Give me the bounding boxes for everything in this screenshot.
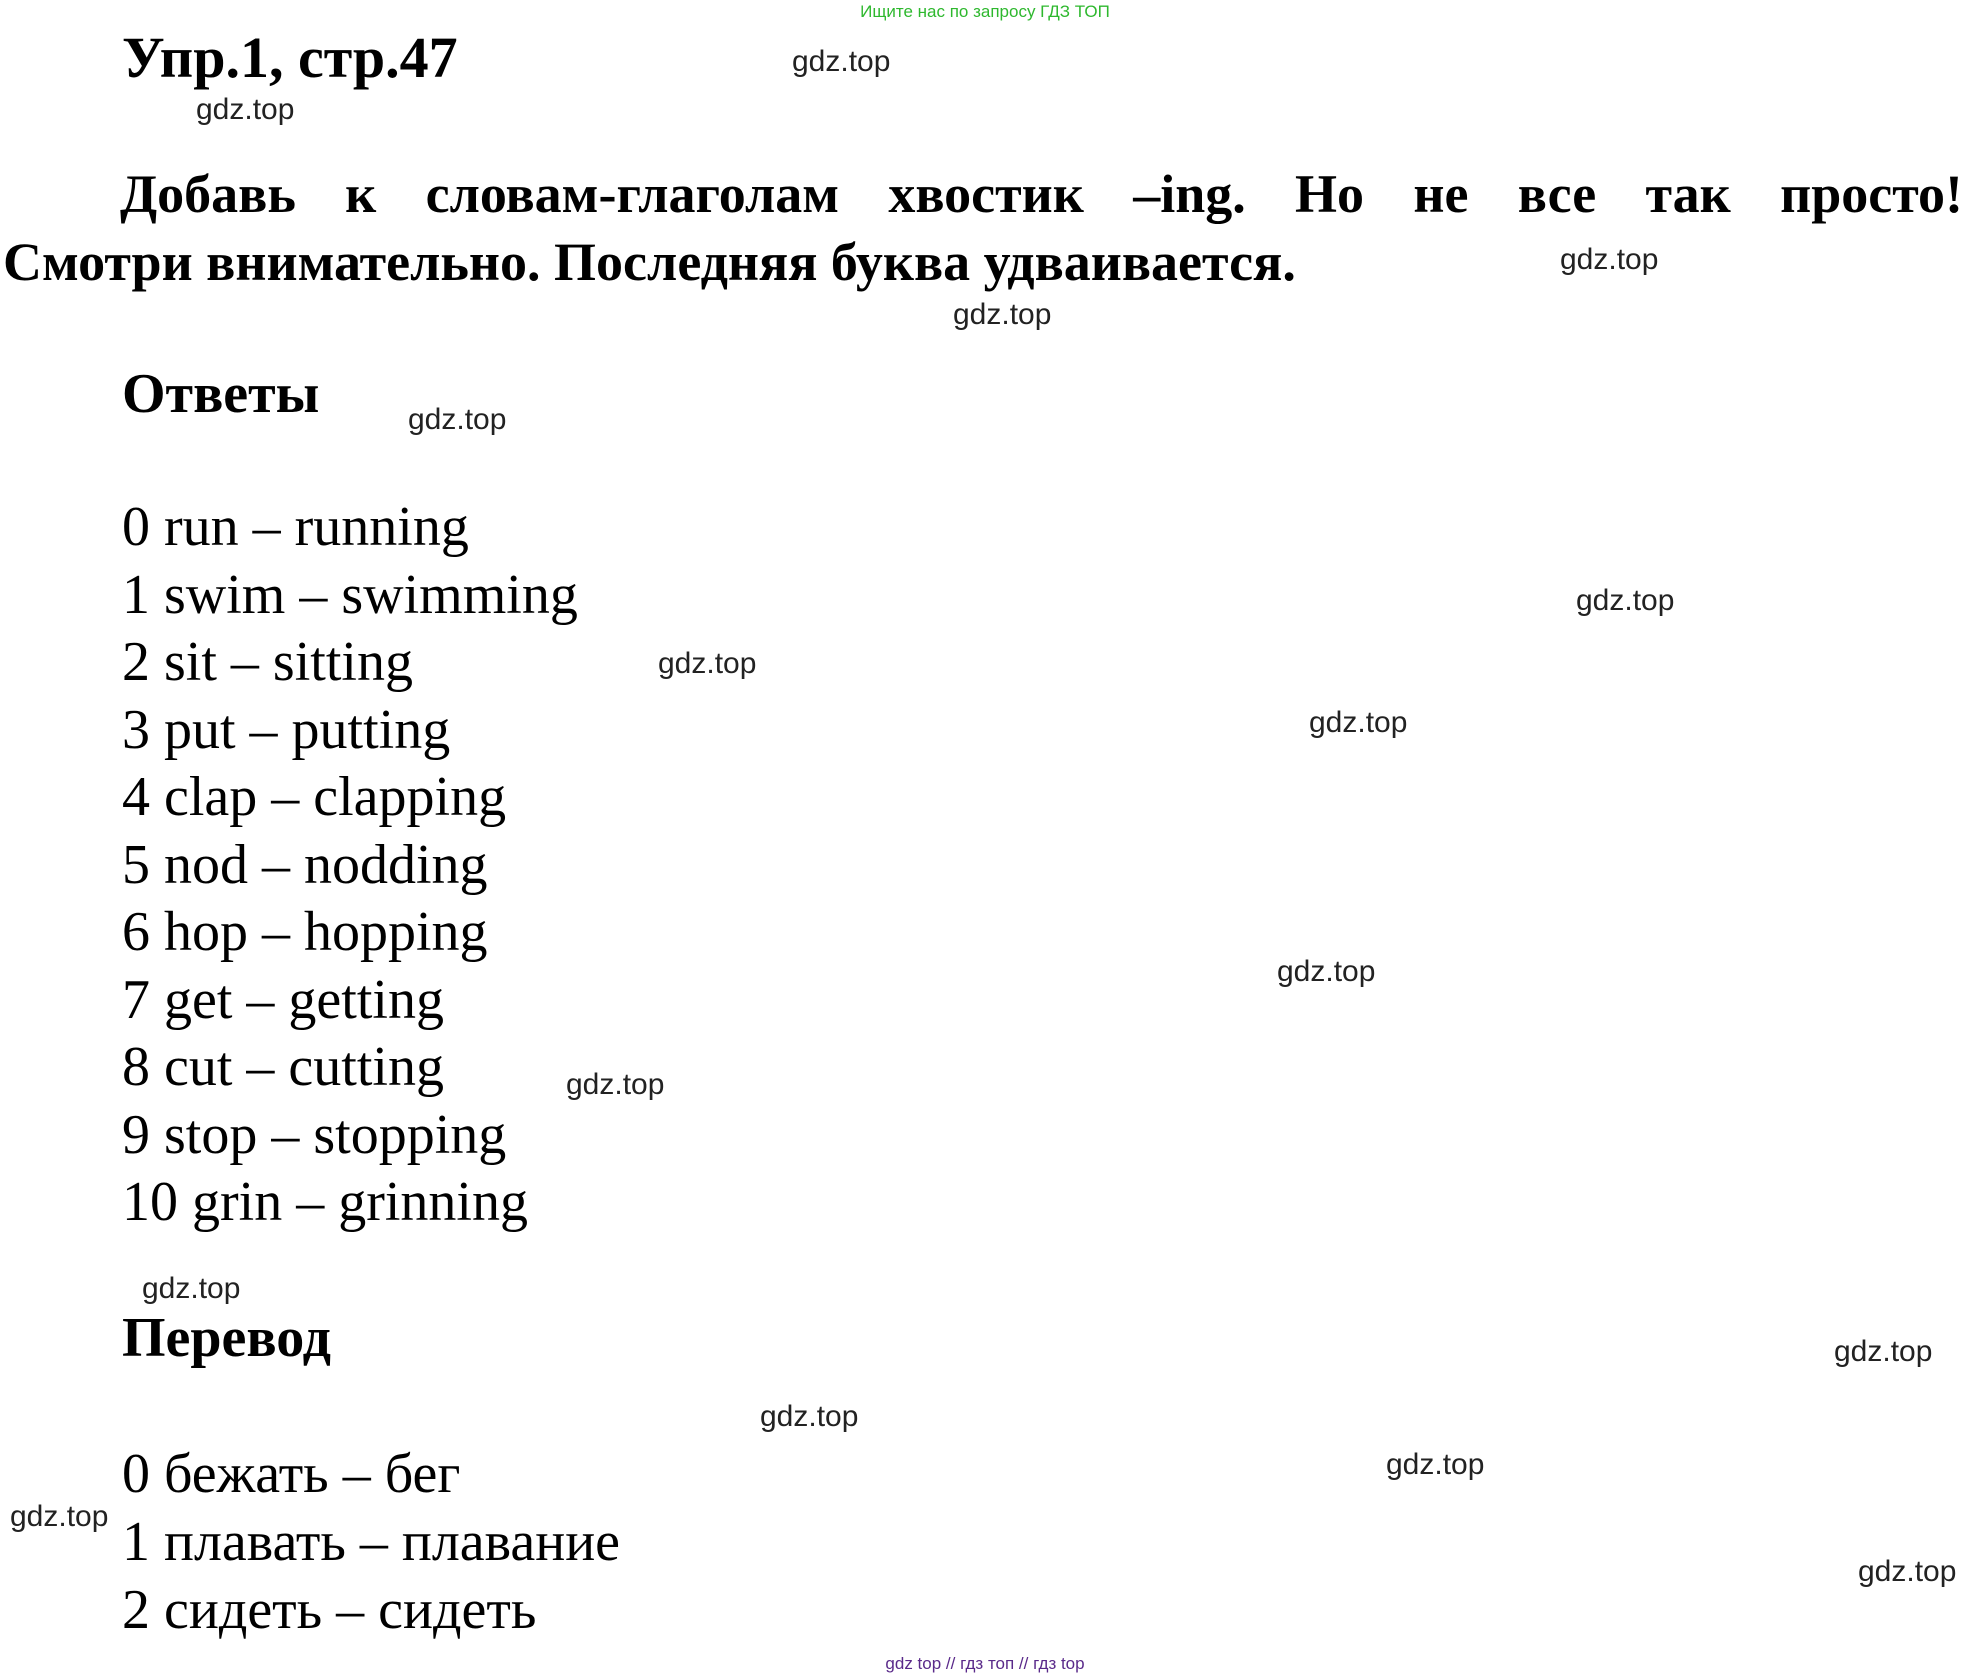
translations-list bbox=[122, 1440, 620, 1644]
watermark: gdz.top bbox=[1576, 584, 1675, 617]
answer-item: 9 stop – stopping bbox=[122, 1103, 507, 1166]
answer-item: 0 run – running bbox=[122, 496, 469, 558]
instruction-text-1: Добавь к словам-глаголам хвостик –ing. Но не все так просто! bbox=[120, 164, 1963, 224]
watermark: gdz.top bbox=[1858, 1555, 1957, 1588]
translation-heading: Перевод bbox=[122, 1307, 331, 1369]
answers-list bbox=[122, 494, 578, 1237]
watermark: gdz.top bbox=[658, 647, 757, 680]
page-title: Упр.1, стр.47 bbox=[122, 25, 458, 90]
answer-item: 4 clap – clapping bbox=[122, 766, 507, 828]
watermark: gdz.top bbox=[1309, 706, 1408, 739]
instruction-line-1 bbox=[3, 160, 1963, 228]
watermark: gdz.top bbox=[792, 45, 891, 78]
footer-links: gdz top // гдз топ // гдз top bbox=[885, 1654, 1085, 1673]
translation-item: 0 бежать – бег bbox=[122, 1443, 461, 1505]
answers-heading: Ответы bbox=[122, 363, 320, 425]
watermark: gdz.top bbox=[760, 1400, 859, 1433]
answer-item: 2 sit – sitting bbox=[122, 631, 413, 693]
answer-item: 5 nod – nodding bbox=[122, 833, 488, 896]
answer-item: 3 put – putting bbox=[122, 698, 451, 761]
answer-item: 8 cut – cutting bbox=[122, 1036, 444, 1098]
watermark: gdz.top bbox=[1386, 1448, 1485, 1481]
translation-item: 2 сидеть – сидеть bbox=[122, 1579, 537, 1641]
watermark: gdz.top bbox=[1834, 1335, 1933, 1368]
answer-item: 10 grin – grinning bbox=[122, 1171, 528, 1233]
watermark: gdz.top bbox=[142, 1272, 241, 1305]
top-banner: Ищите нас по запросу ГДЗ ТОП bbox=[860, 2, 1110, 21]
answer-item: 6 hop – hopping bbox=[122, 901, 488, 963]
watermark: gdz.top bbox=[10, 1500, 109, 1533]
instruction-line-2: Смотри внимательно. Последняя буква удваивается. bbox=[3, 232, 1296, 292]
translation-item: 1 плавать – плавание bbox=[122, 1511, 621, 1573]
answer-item: 7 get – getting bbox=[122, 968, 444, 1031]
watermark: gdz.top bbox=[1277, 955, 1376, 988]
watermark: gdz.top bbox=[1560, 243, 1659, 276]
answer-item: 1 swim – swimming bbox=[122, 563, 578, 626]
watermark: gdz.top bbox=[196, 93, 295, 126]
watermark: gdz.top bbox=[408, 403, 507, 436]
watermark: gdz.top bbox=[953, 298, 1052, 331]
watermark: gdz.top bbox=[566, 1068, 665, 1101]
